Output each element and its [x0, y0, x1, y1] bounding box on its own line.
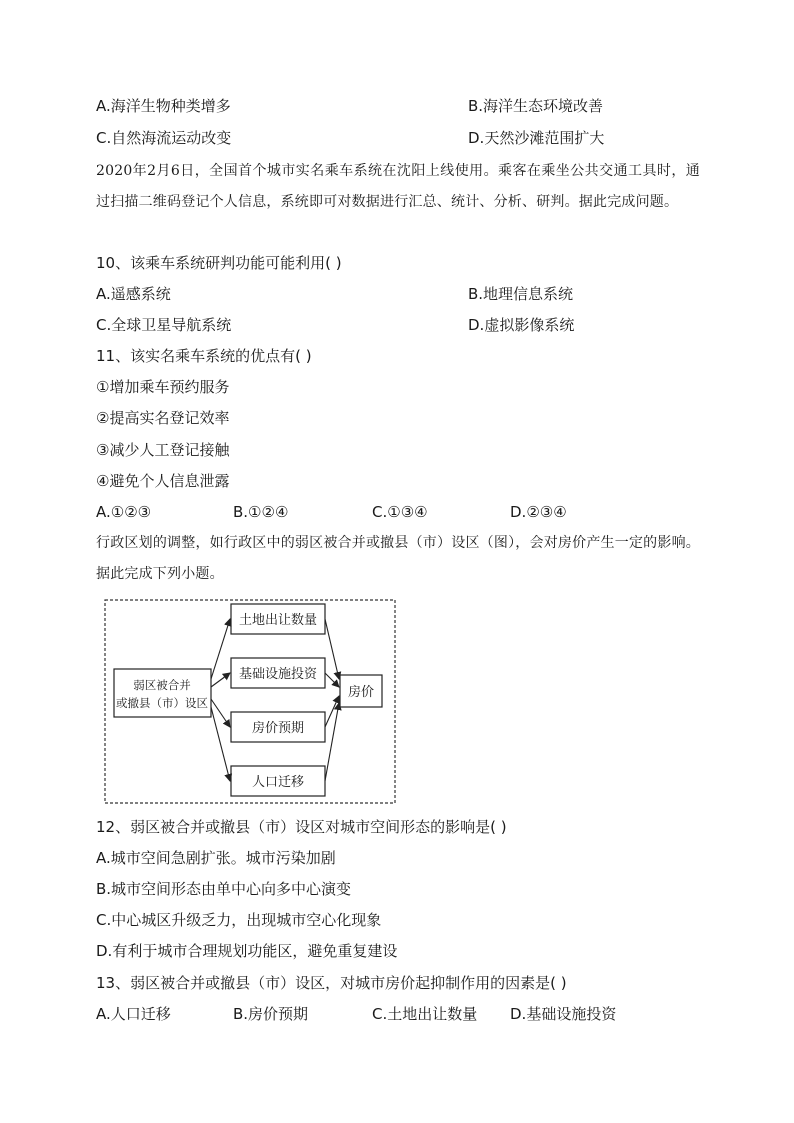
q12-option-b: B.城市空间形态由单中心向多中心演变	[96, 880, 352, 898]
q11-option-c: C.①③④	[372, 503, 428, 521]
target-label: 房价	[347, 685, 375, 700]
q11-item-3: ③减少人工登记接触	[96, 441, 230, 459]
q10-options-row-1	[96, 284, 574, 304]
q11-item-1: ①增加乘车预约服务	[96, 378, 230, 396]
q10-options-row-2	[96, 315, 575, 335]
arrow-land-to-price	[325, 619, 339, 679]
source-label-line-1: 弱区被合并	[133, 678, 191, 692]
q9-option-d: D.天然沙滩范围扩大	[468, 129, 605, 147]
q12-option-c: C.中心城区升级乏力，出现城市空心化现象	[96, 911, 382, 929]
q9-options-row-1	[96, 96, 604, 116]
arrow-source-to-infra	[211, 673, 230, 687]
arrow-source-to-migration	[211, 707, 230, 781]
factor-label-infrastructure: 基础设施投资	[238, 667, 318, 682]
q11-option-d: D.②③④	[510, 503, 567, 521]
q10-option-d: D.虚拟影像系统	[468, 316, 575, 334]
arrow-source-to-land	[211, 619, 230, 679]
factor-label-price-expectation: 房价预期	[251, 721, 305, 736]
q11-option-a: A.①②③	[96, 503, 152, 521]
q13-option-b: B.房价预期	[233, 1005, 309, 1023]
q9-option-a: A.海洋生物种类增多	[96, 97, 231, 115]
flow-diagram	[104, 599, 396, 805]
arrow-infra-to-price	[325, 673, 339, 687]
source-label-line-2: 或撤县（市）设区	[116, 696, 208, 710]
q12-option-a: A.城市空间急剧扩张。城市污染加剧	[96, 849, 336, 867]
q11-option-b: B.①②④	[233, 503, 289, 521]
intro-paragraph-1: 2020年2月6日，全国首个城市实名乘车系统在沈阳上线使用。乘客在乘坐公共交通工具时，通过扫描二维码登记个人信息，系统即可对数据进行汇总、统计、分析、研判。据此完成问题。	[96, 163, 700, 210]
q12-stem: 12、弱区被合并或撤县（市）设区对城市空间形态的影响是( )	[96, 818, 507, 836]
intro-paragraph-2: 行政区划的调整，如行政区中的弱区被合并或撤县（市）设区（图），会对房价产生一定的影响。据此完成下列小题。	[96, 535, 700, 582]
q9-option-b: B.海洋生态环境改善	[468, 97, 604, 115]
q11-stem: 11、该实名乘车系统的优点有( )	[96, 347, 312, 365]
q13-option-c: C.土地出让数量	[372, 1005, 478, 1023]
q13-option-d: D.基础设施投资	[510, 1005, 617, 1023]
q9-option-c: C.自然海流运动改变	[96, 129, 232, 147]
q11-item-4: ④避免个人信息泄露	[96, 472, 230, 490]
q13-option-a: A.人口迁移	[96, 1005, 171, 1023]
q9-options-row-2	[96, 128, 605, 148]
q10-option-b: B.地理信息系统	[468, 285, 574, 303]
q12-option-d: D.有利于城市合理规划功能区，避免重复建设	[96, 942, 398, 960]
q10-option-c: C.全球卫星导航系统	[96, 316, 232, 334]
arrow-migration-to-price	[325, 703, 339, 781]
q10-stem: 10、该乘车系统研判功能可能利用( )	[96, 254, 342, 272]
q13-stem: 13、弱区被合并或撤县（市）设区，对城市房价起抑制作用的因素是( )	[96, 974, 567, 992]
arrow-expectation-to-price	[325, 696, 339, 727]
arrow-source-to-expectation	[211, 699, 230, 727]
factor-label-migration: 人口迁移	[251, 775, 305, 790]
q11-item-2: ②提高实名登记效率	[96, 409, 230, 427]
q10-option-a: A.遥感系统	[96, 285, 171, 303]
factor-label-land-supply: 土地出让数量	[238, 613, 318, 628]
